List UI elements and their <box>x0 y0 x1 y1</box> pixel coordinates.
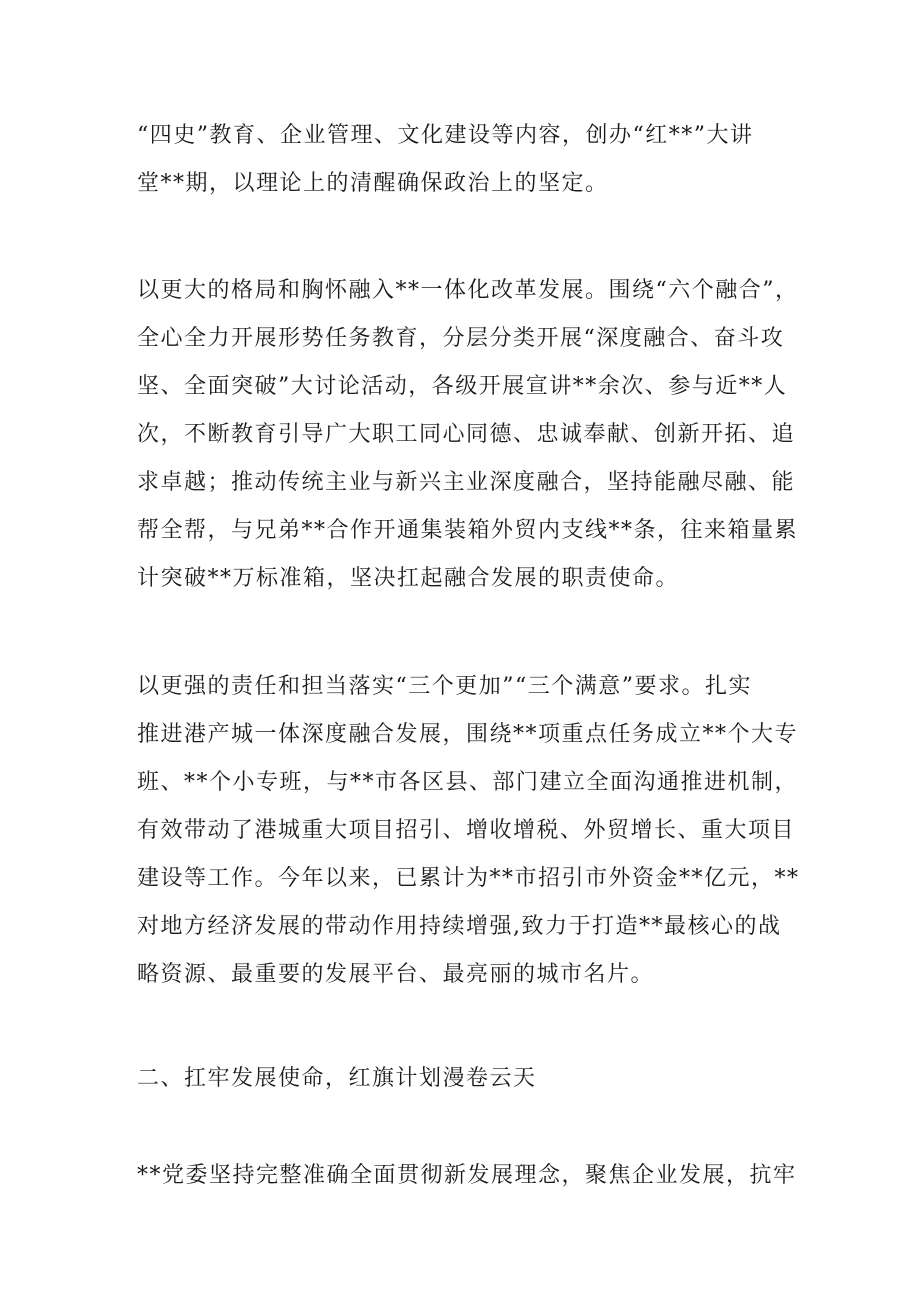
paragraph-1-line-2: 堂**期，以理论上的清醒确保政治上的坚定。 <box>137 171 609 196</box>
paragraph-3-line-7: 略资源、最重要的发展平台、最亮丽的城市名片。 <box>137 962 655 987</box>
paragraph-2-line-6: 帮全帮，与兄弟**合作开通集装箱外贸内支线**条，往来箱量累 <box>137 518 799 543</box>
paragraph-2-line-1: 以更大的格局和胸怀融入**一体化改革发展。围绕“六个融合”， <box>137 278 799 303</box>
paragraph-2-line-5: 求卓越；推动传统主业与新兴主业深度融合，坚持能融尽融、能 <box>137 470 796 495</box>
paragraph-4-line-1: **党委坚持完整准确全面贯彻新发展理念，聚焦企业发展，抗牢 <box>137 1163 797 1188</box>
paragraph-3-line-1: 以更强的责任和担当落实“三个更加”“三个满意”要求。扎实 <box>137 674 752 699</box>
paragraph-3-line-3: 班、**个小专班，与**市各区县、部门建立全面沟通推进机制， <box>137 770 799 795</box>
paragraph-2-line-3: 坚、全面突破”大讨论活动，各级开展宣讲**余次、参与近**人 <box>137 374 788 399</box>
paragraph-1-line-1: “四史”教育、企业管理、文化建设等内容，创办“红**”大讲 <box>137 123 754 148</box>
paragraph-3-line-5: 建设等工作。今年以来，已累计为**市招引市外资金**亿元，** <box>137 866 800 891</box>
paragraph-2-line-7: 计突破**万标准箱，坚决扛起融合发展的职责使命。 <box>137 566 680 591</box>
paragraph-3-line-2: 推进港产城一体深度融合发展，围绕**项重点任务成立**个大专 <box>137 722 799 747</box>
paragraph-3-line-4: 有效带动了港城重大项目招引、增收增税、外贸增长、重大项目 <box>137 818 796 843</box>
section-heading: 二、扛牢发展使命，红旗计划漫卷云天 <box>137 1066 537 1091</box>
paragraph-2-line-2: 全心全力开展形势任务教育，分层分类开展“深度融合、奋斗攻 <box>137 326 785 351</box>
paragraph-2-line-4: 次，不断教育引导广大职工同心同德、忠诚奉献、创新开拓、追 <box>137 422 796 447</box>
paragraph-3-line-6: 对地方经济发展的带动作用持续增强,致力于打造**最核心的战 <box>137 914 782 939</box>
